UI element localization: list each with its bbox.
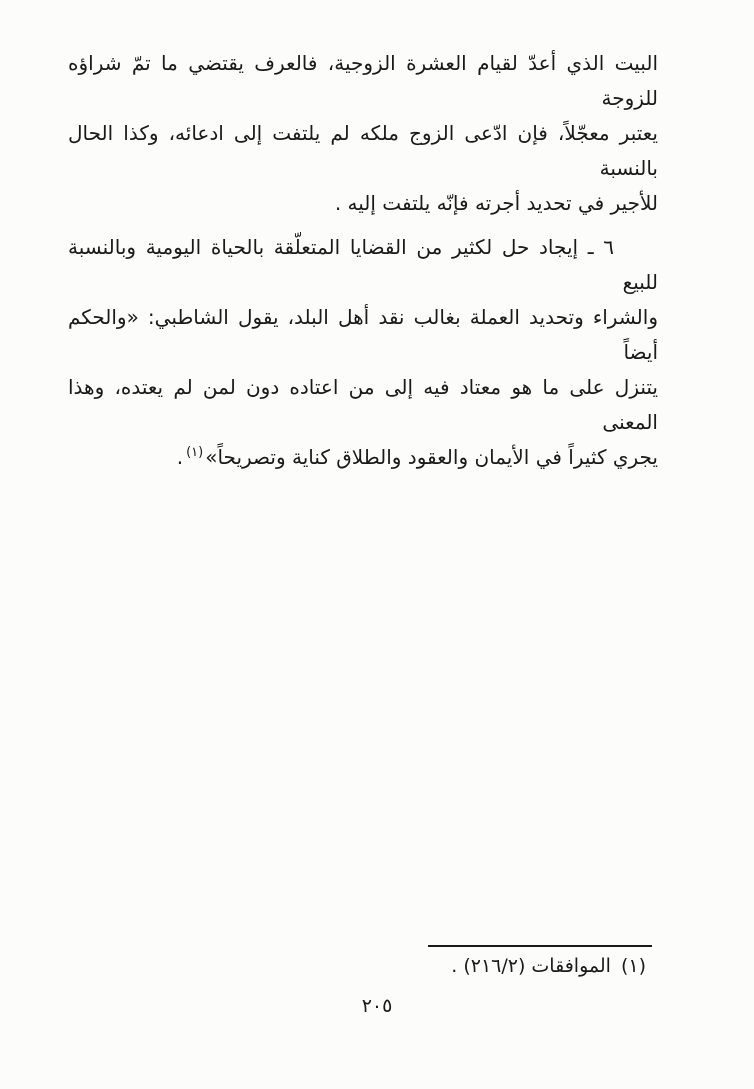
page-number: ٢٠٥: [361, 995, 393, 1017]
footnote-separator-rule: [428, 945, 652, 947]
text-line: ٦ ـ إيجاد حل لكثير من القضايا المتعلّقة بالحياة اليومية وبالنسبة للبيع: [68, 235, 658, 294]
text-line: [68, 440, 658, 478]
text-line: والشراء وتحديد العملة بغالب نقد أهل البلد، يقول الشاطبي: «والحكم أيضاً: [68, 305, 658, 364]
text-line: يعتبر معجّلاً، فإن ادّعى الزوج ملكه لم يلتفت إلى ادعائه، وكذا الحال بالنسبة: [68, 121, 658, 180]
footnote-text: الموافقات (٢١٦/٢) .: [451, 955, 611, 977]
footnote: [451, 951, 646, 981]
text-line: للأجير في تحديد أجرته فإنّه يلتفت إليه .: [334, 191, 658, 215]
footnote-number: (١): [620, 955, 646, 977]
text-line: يتنزل على ما هو معتاد فيه إلى من اعتاده دون لمن لم يعتده، وهذا المعنى: [68, 375, 658, 434]
body-text: [68, 46, 658, 478]
sentence-period: .: [176, 445, 184, 469]
paragraph-1: [68, 46, 658, 221]
text-line: البيت الذي أعدّ لقيام العشرة الزوجية، فالعرف يقتضي ما تمّ شراؤه للزوجة: [68, 51, 658, 110]
footnote-reference-marker: (١): [186, 445, 204, 460]
paragraph-2: [68, 230, 658, 478]
quotation-end-text: يجري كثيراً في الأيمان والعقود والطلاق كناية وتصريحاً»: [205, 445, 658, 469]
